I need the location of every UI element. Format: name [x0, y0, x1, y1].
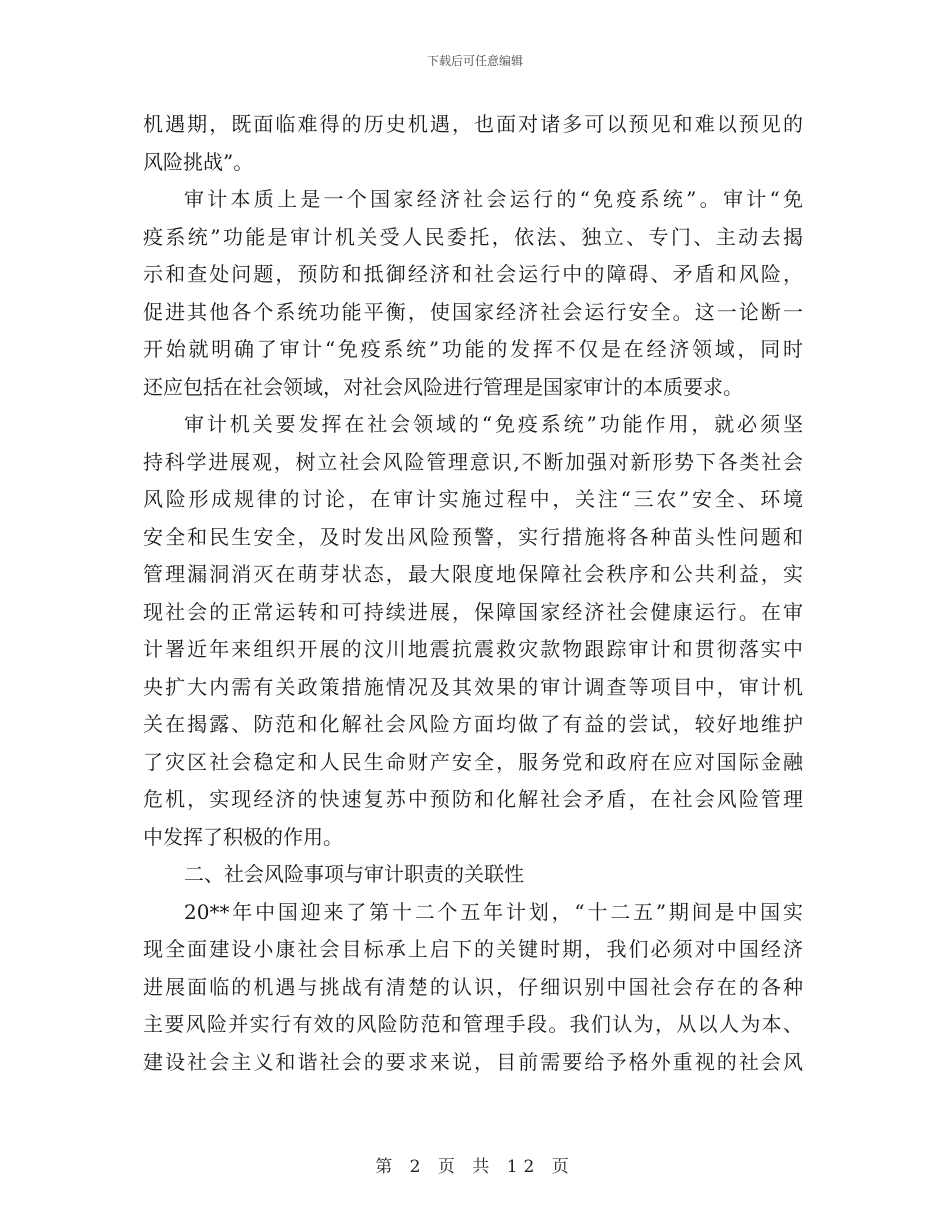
text-line: 管理漏洞消灭在萌芽状态，最大限度地保障社会秩序和公共利益，实 — [143, 562, 803, 586]
text-line: 促进其他各个系统功能平衡，使国家经济社会运行安全。这一论断一 — [143, 299, 803, 324]
document-body — [143, 106, 803, 1081]
text-line: 安全和民生安全，及时发出风险预警，实行措施将各种苗头性问题和 — [143, 524, 803, 549]
text-line: 二、社会风险事项与审计职责的关联性 — [184, 862, 524, 886]
text-line: 中发挥了积极的作用。 — [143, 824, 343, 849]
text-line: 审计本质上是一个国家经济社会运行的“免疫系统”。审计“免 — [184, 187, 803, 211]
text-line: 示和查处问题，预防和抵御经济和社会运行中的障碍、矛盾和风险， — [143, 262, 803, 286]
text-line: 审计机关要发挥在社会领域的“免疫系统”功能作用，就必须坚 — [184, 412, 803, 436]
text-line: 现社会的正常运转和可持续进展，保障国家经济社会健康运行。在审 — [143, 599, 803, 624]
text-line: 危机，实现经济的快速复苏中预防和化解社会矛盾，在社会风险管理 — [143, 787, 803, 811]
text-line: 风险形成规律的讨论，在审计实施过程中，关注“三农”安全、环境 — [143, 487, 803, 511]
text-line: 关在揭露、防范和化解社会风险方面均做了有益的尝试，较好地维护 — [143, 712, 803, 736]
text-line: 机遇期，既面临难得的历史机遇，也面对诸多可以预见和难以预见的 — [143, 112, 803, 136]
text-line: 建设社会主义和谐社会的要求来说，目前需要给予格外重视的社会风 — [143, 1049, 803, 1074]
text-line: 主要风险并实行有效的风险防范和管理手段。我们认为，从以人为本、 — [143, 1012, 803, 1036]
text-line: 计署近年来组织开展的汶川地震抗震救灾款物跟踪审计和贯彻落实中 — [143, 637, 803, 661]
text-line: 央扩大内需有关政策措施情况及其效果的审计调查等项目中，审计机 — [143, 674, 803, 699]
text-line: 开始就明确了审计“免疫系统”功能的发挥不仅是在经济领域，同时 — [143, 337, 803, 361]
page-footer: 第 2 页 共 12 页 — [375, 1157, 575, 1177]
page-header: 下载后可任意编辑 — [426, 54, 523, 68]
text-line: 疫系统”功能是审计机关受人民委托，依法、独立、专门、主动去揭 — [143, 224, 803, 249]
text-line: 风险挑战”。 — [143, 149, 254, 174]
text-line: 持科学进展观，树立社会风险管理意识,不断加强对新形势下各类社会 — [143, 449, 803, 474]
text-line: 了灾区社会稳定和人民生命财产安全，服务党和政府在应对国际金融 — [143, 749, 803, 774]
text-line: 进展面临的机遇与挑战有清楚的认识，仔细识别中国社会存在的各种 — [143, 974, 803, 999]
text-line: 还应包括在社会领域，对社会风险进行管理是国家审计的本质要求。 — [143, 374, 743, 399]
text-line: 现全面建设小康社会目标承上启下的关键时期，我们必须对中国经济 — [143, 937, 803, 961]
text-line: 20**年中国迎来了第十二个五年计划，“十二五”期间是中国实 — [184, 899, 803, 924]
